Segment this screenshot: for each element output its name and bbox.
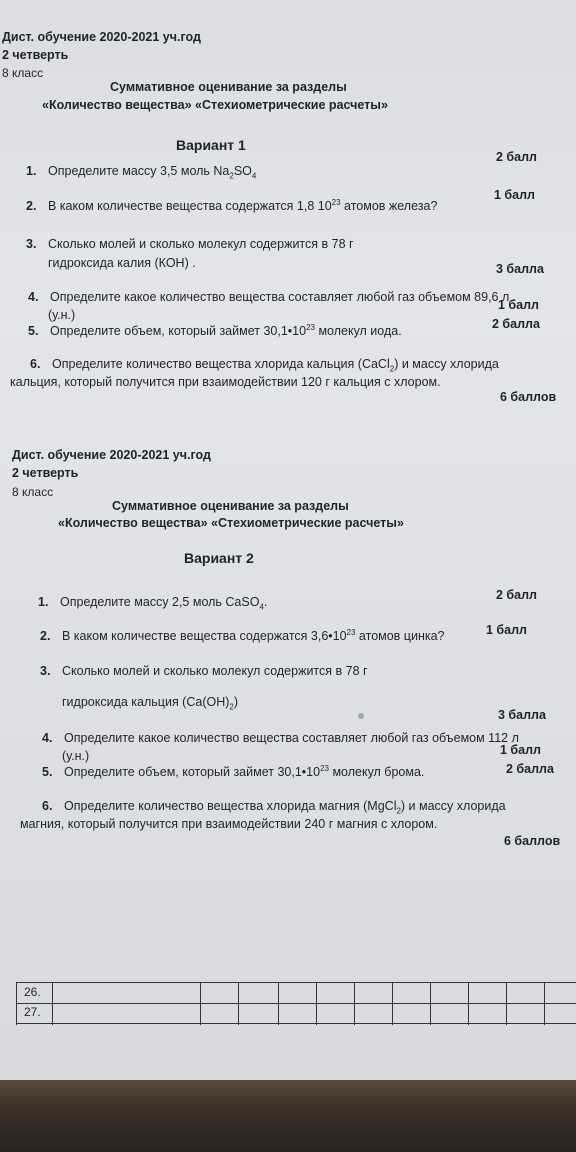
v2-question-5: 5. Определите объем, который займет $30,1•10^{23}$ молекул брома. — [42, 763, 425, 779]
v2-header-line-1: Дист. обучение 2020-2021 уч.год — [12, 448, 211, 462]
table-divider — [506, 983, 507, 1025]
v1-header-line-3: 8 класс — [2, 66, 44, 80]
v1-title-line-2: «Количество вещества» «Стехиометрические расчеты» — [42, 98, 388, 112]
v1-q2-points: 1 балл — [494, 188, 535, 202]
v1-question-3-line-1: 3. Сколько молей и сколько молекул содержится в 78 г — [26, 237, 354, 251]
v1-question-5: 5. Определите объем, который займет $30,1•10^{23}$ молекул иода. — [28, 322, 402, 338]
table-divider — [16, 983, 17, 1025]
v2-q4-points: 1 балл — [500, 743, 541, 757]
v2-question-3-line-2: гидроксида кальция $(Ca(OH)_2)$ — [62, 695, 239, 712]
table-divider — [200, 983, 201, 1025]
table-divider — [544, 983, 545, 1025]
table-divider — [278, 983, 279, 1025]
v1-question-6-line-1: 6. Определите количество вещества хлорида кальция (CaCl$_2$) и массу хлорида — [30, 357, 499, 374]
v1-q5-points: 2 балла — [492, 317, 540, 331]
v1-title-line-1: Суммативное оценивание за разделы — [110, 80, 347, 94]
v2-q6-points: 6 баллов — [504, 834, 561, 848]
v1-q3-points: 3 балла — [496, 262, 544, 276]
table-row-number: 26. — [24, 985, 41, 999]
table-divider — [392, 983, 393, 1025]
answer-table — [16, 982, 576, 1025]
table-divider — [238, 983, 239, 1025]
v2-title-line-1: Суммативное оценивание за разделы — [112, 499, 349, 513]
v1-question-2: 2. В каком количестве вещества содержатся 1,8 $10^{23}$ атомов железа? — [26, 197, 438, 213]
v2-variant-title: Вариант 2 — [184, 550, 254, 566]
table-divider — [430, 983, 431, 1025]
v1-header-line-2: 2 четверть — [2, 48, 69, 62]
table-row — [16, 1003, 576, 1024]
v2-question-6-line-1: 6. Определите количество вещества хлорида магния (MgCl$_2$) и массу хлорида — [42, 799, 506, 816]
v1-question-6-line-2: кальция, который получится при взаимодействии 120 г кальция с хлором. — [10, 375, 441, 389]
v1-question-3-line-2: гидроксида калия (КОН) . — [48, 256, 196, 270]
v2-title-line-2: «Количество вещества» «Стехиометрические расчеты» — [58, 516, 404, 530]
v1-question-4-line-2: (у.н.) — [48, 308, 76, 322]
table-divider — [52, 983, 53, 1025]
v2-q5-points: 2 балла — [506, 762, 554, 776]
v2-q2-points: 1 балл — [486, 623, 527, 637]
v2-question-4-line-1: 4. Определите какое количество вещества составляет любой газ объемом 112 л — [42, 731, 519, 745]
v1-q1-points: 2 балл — [496, 150, 537, 164]
v1-q6-points: 6 баллов — [500, 390, 557, 404]
v2-q3-points: 3 балла — [498, 708, 546, 722]
punch-mark — [358, 713, 364, 719]
table-row — [16, 983, 576, 1004]
v2-header-line-3: 8 класс — [12, 485, 54, 499]
v1-header-line-1: Дист. обучение 2020-2021 уч.год — [2, 30, 201, 44]
v2-question-3-line-1: 3. Сколько молей и сколько молекул содержится в 78 г — [40, 664, 368, 678]
v2-question-4-line-2: (у.н.) — [62, 749, 90, 763]
desk-surface — [0, 1080, 576, 1152]
v1-question-1: 1. Определите массу 3,5 моль $Na_2SO_4$ — [26, 164, 257, 181]
v2-question-1: 1. Определите массу 2,5 моль CaSO$_4$. — [38, 595, 268, 612]
v1-variant-title: Вариант 1 — [176, 137, 246, 153]
table-divider — [468, 983, 469, 1025]
v2-question-2: 2. В каком количестве вещества содержатся $3,6•10^{23}$ атомов цинка? — [40, 627, 445, 643]
table-divider — [354, 983, 355, 1025]
table-row-number: 27. — [24, 1005, 41, 1019]
v1-q4-points: 1 балл — [498, 298, 539, 312]
table-divider — [316, 983, 317, 1025]
v1-question-4-line-1: 4. Определите какое количество вещества составляет любой газ объемом 89,6 л — [28, 290, 510, 304]
v2-header-line-2: 2 четверть — [12, 466, 79, 480]
v2-q1-points: 2 балл — [496, 588, 537, 602]
v2-question-6-line-2: магния, который получится при взаимодействии 240 г магния с хлором. — [20, 817, 438, 831]
